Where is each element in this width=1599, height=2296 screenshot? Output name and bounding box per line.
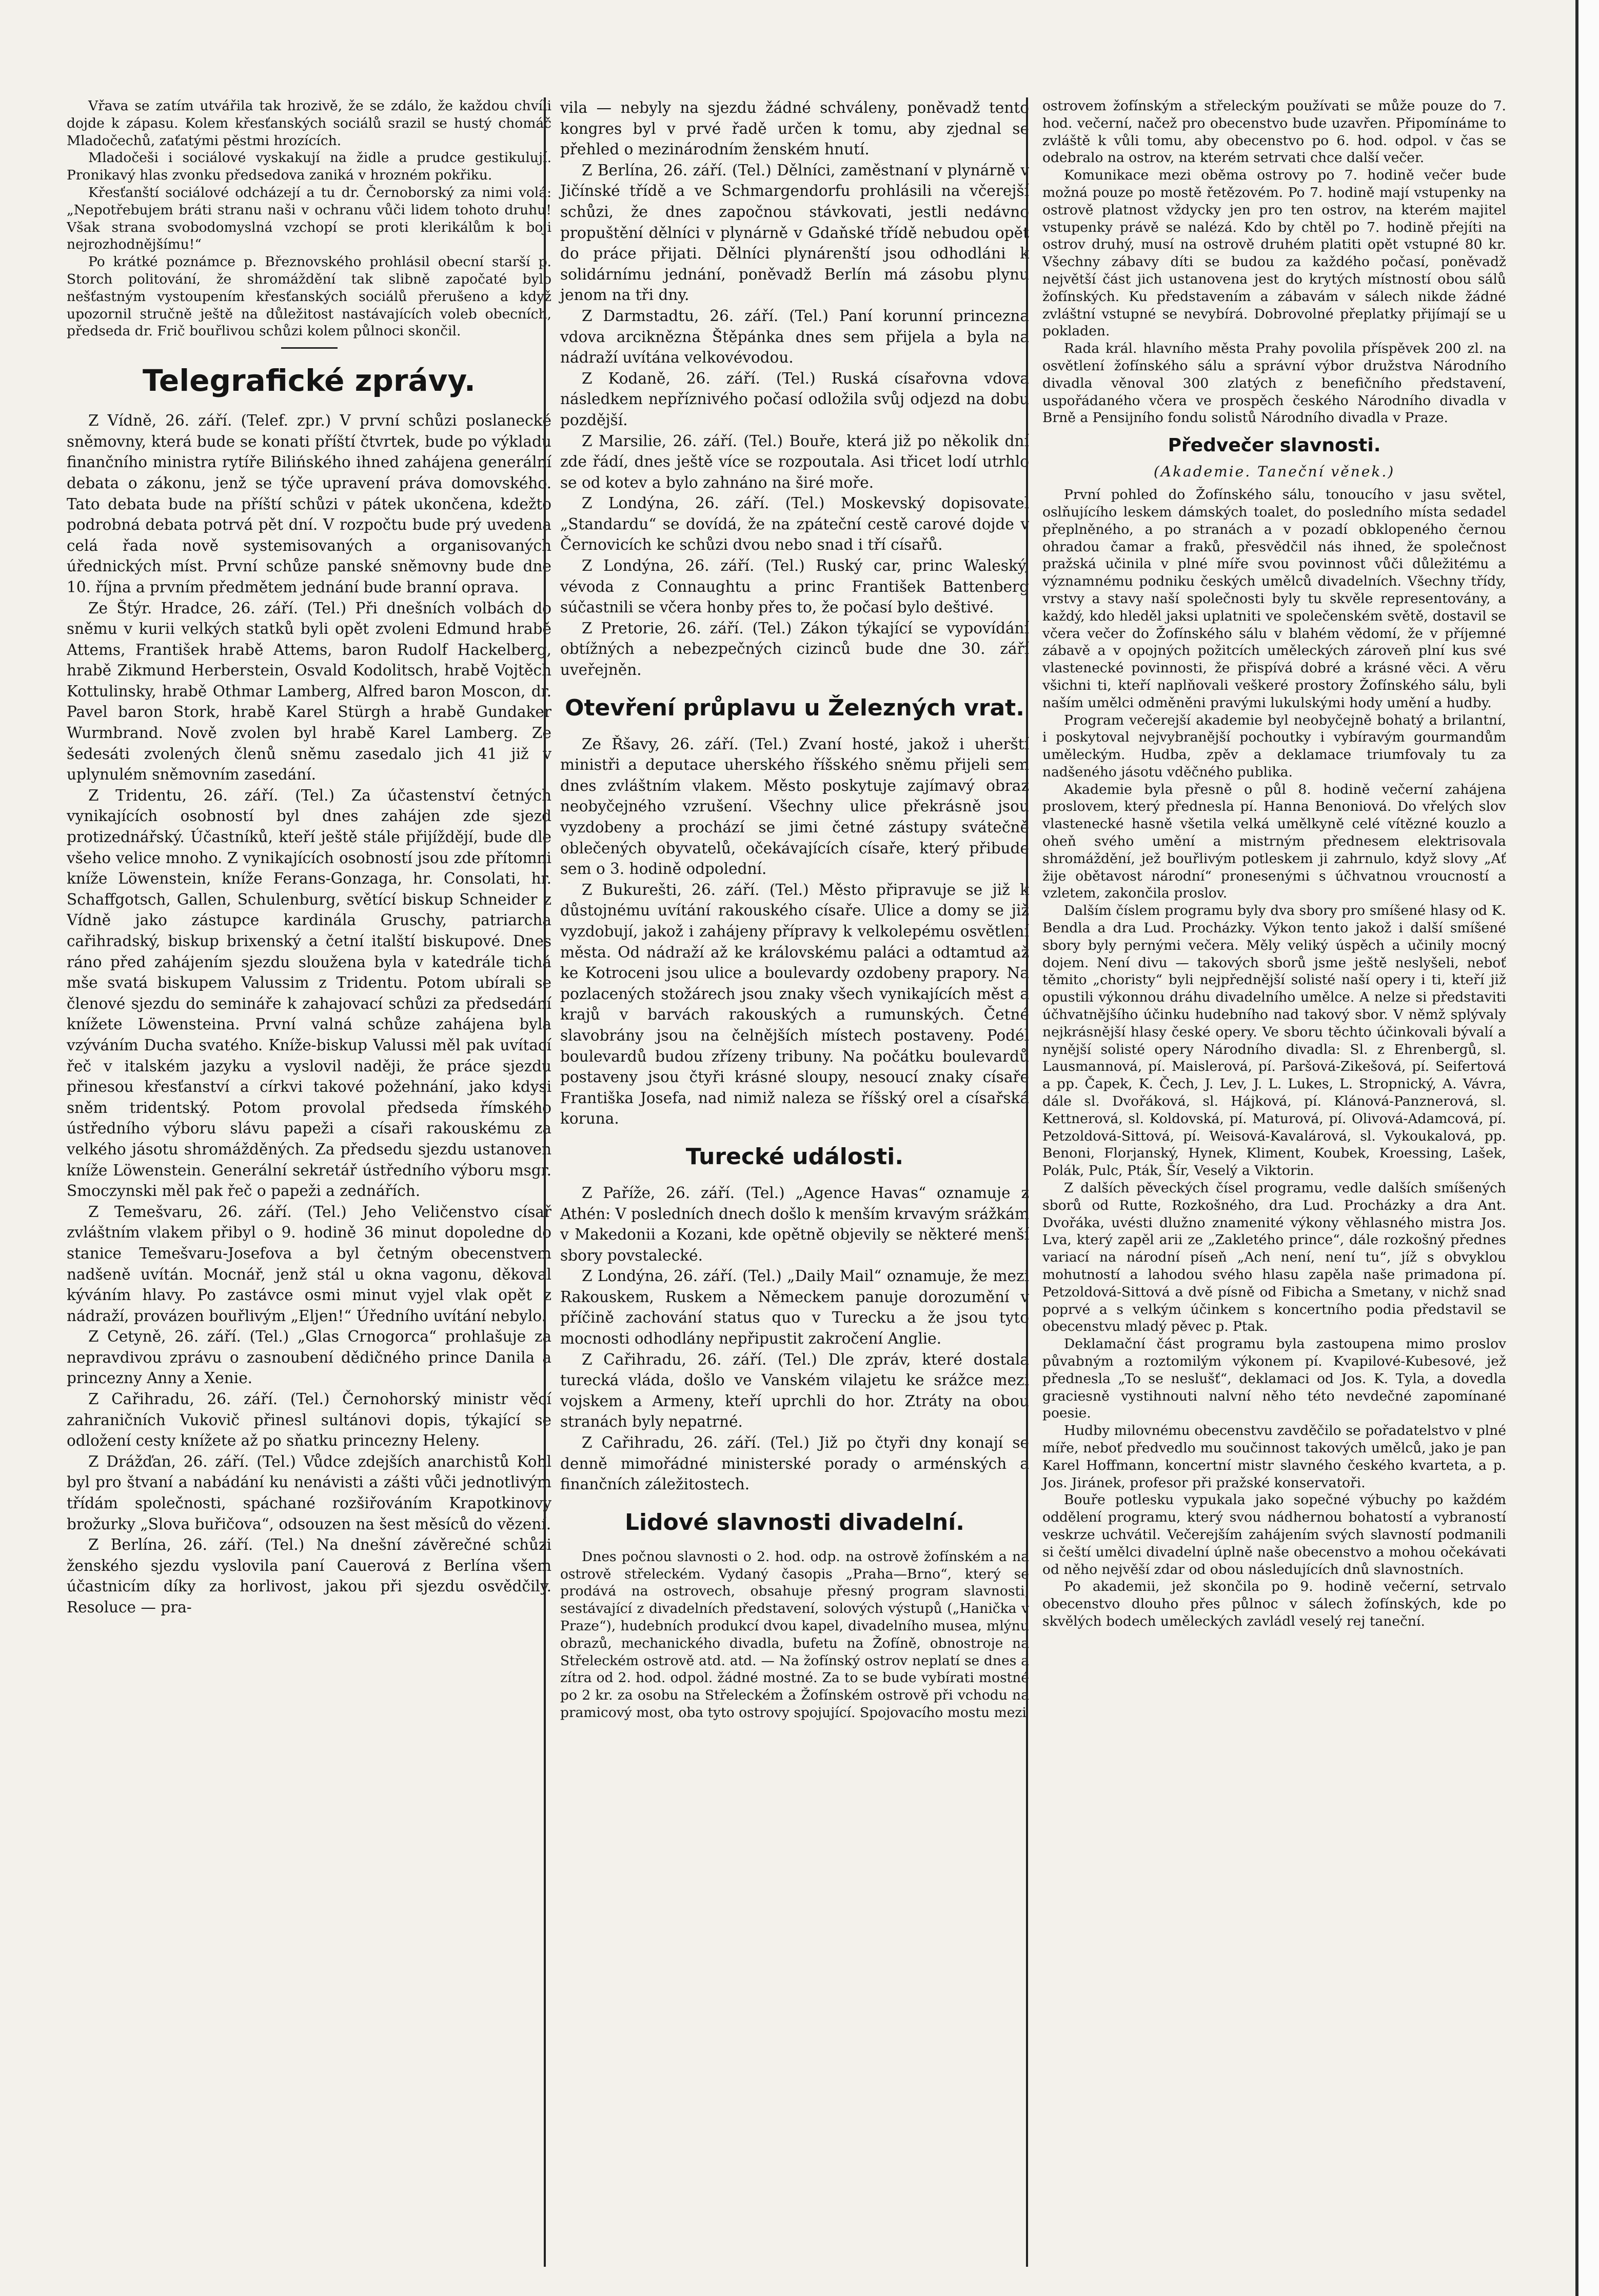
column-3	[1026, 97, 1506, 2267]
paragraph: Mladočeši i sociálové vyskakují na židle a prudce gestikulují. Pronikavý hlas zvonku předsedova zaniká v hrozném pokřiku.	[67, 150, 551, 184]
paragraph: Ze Štýr. Hradce, 26. září. (Tel.) Při dnešních volbách do sněmu v kurii velkých statků byli opět zvoleni Edmund hrabě Attems, František hrabě Attems, baron Rudolf Hackelberg, hrabě Zikmund Herberstein, Osvald Kodolitsch, hrabě Vojtěch Kottulinsky, hrabě Othmar Lamberg, Alfred baron Moscon, dr. Pavel baron Stork, hrabě Karel Stürgh a hrabě Gundaker Wurmbrand. Nově zvolen byl hrabě Karel Lamberg. Ze šedesáti zvolených členů sněmu zasedalo jich 41 již v uplynulém sněmovním zasedání.	[67, 599, 551, 784]
paragraph: Z Pretorie, 26. září. (Tel.) Zákon týkající se vypovídání obtížných a nebezpečných cizinců bude dne 30. září uveřejněn.	[560, 619, 1029, 679]
paragraph: Z Cařihradu, 26. září. (Tel.) Již po čtyři dny konají se denně mimořádné ministerské porady o arménských a finančních záležitostech.	[560, 1434, 1029, 1493]
section-subheading: (Akademie. Taneční věnek.)	[1153, 463, 1395, 481]
column-2	[544, 97, 1029, 2267]
section-heading: Otevření průplavu u Železných vrat.	[565, 694, 1024, 721]
paragraph: Z Drážďan, 26. září. (Tel.) Vůdce zdejších anarchistů Kohl byl pro štvaní a nabádání ku nenávisti a zášti vůči jednotlivým třídám společnosti, spáchané rozšiřováním Krapotkinovy brožurky „Slova buřičova“, odsouzen na šest měsíců do vězení.	[67, 1452, 551, 1533]
paragraph: Z Tridentu, 26. září. (Tel.) Za účastenství četných vynikajících osobností byl dnes zahájen zde sjezd protizednářský. Účastníků, kteří ještě stále přijíždějí, bude dle všeho velice mnoho. Z vynikajících osobností jsou zde přítomni kníže Löwenstein, kníže Ferans-Gonzaga, hr. Consolati, hr. Schaffgotsch, Gallen, Schulenburg, světící biskup Schneider z Vídně jako zástupce kardinála Gruschy, patriarcha cařihradský, biskup brixenský a četní italští biskupové. Dnes ráno před zahájením sjezdu sloužena byla v katedrále tichá mše svatá biskupem Valussim z Tridentu. Potom ubírali se členové sjezdu do semináře k zahajovací schůzi za předsedání knížete Löwensteina. První valná schůze zahájena byla vzýváním Ducha svatého. Kníže-biskup Valussi měl pak uvítací řeč v italském jazyku a vyslovil naději, že práce sjezdu přinesou křesťanství a církvi takové požehnání, jako kdysi sněm tridentský. Potom provolal předseda římského ústředního výboru slávu papeži a císaři rakouskému za velkého jásotu shromážděných. Za předsedu sjezdu ustanoven kníže Löwenstein. Generální sekretář ústředního výboru msgr. Smoczynski měl pak řeč o papeži a zednářích.	[67, 786, 551, 1200]
paragraph: První pohled do Žofínského sálu, tonoucího v jasu světel, oslňujícího leskem dámských toalet, do posledního místa sedadel přeplněného, a po stranách a v pozadí obklopeného černou ohradou čamar a fraků, přesvědčil nás ihned, že společnost pražská učinila v plné míře svou povinnost vůči důležitému a významnému podniku českých umělců divadelních. Všechny třídy, vrstvy a stavy naší společnosti byly tu skvěle representovány, a každý, kdo hleděl jaksi uplatniti ve společenském světě, dostavil se včera večer do Žofínského sálu v blahém vědomí, že v příjemné zábavě a v opojných požitcích uměleckých zároveň plní kus své vlastenecké povinnosti, že přispívá dobré a krásné věci. A věru všichni ti, kteří naplňovali veškeré prostory Žofínského sálu, byli naším umělci odměněni pravými lukulskými hody umění a hudby.	[1042, 487, 1506, 711]
paragraph: vila — nebyly na sjezdu žádné schváleny, poněvadž tento kongres byl v prvé řadě určen k tomu, aby zjednal se přehled o mezinárodním ženském hnutí.	[560, 99, 1029, 158]
paragraph: Z Cařihradu, 26. září. (Tel.) Černohorský ministr věcí zahraničních Vukovič přinesl sultánovi dopis, týkající se odložení cesty knížete až po sňatku princezny Heleny.	[67, 1390, 551, 1450]
paragraph: Z Berlína, 26. září. (Tel.) Na dnešní závěrečné schůzi ženského sjezdu vyslovila paní Cauerová z Berlína všem účastnicím díky za horlivost, jakou při sjezdu osvědčily. Resoluce — pra-	[67, 1536, 551, 1616]
paragraph: Z Marsilie, 26. září. (Tel.) Bouře, která již po několik dní zde řádí, dnes ještě více se rozpoutala. Asi třicet lodí utrhlo se od kotev a bylo zahnáno na širé moře.	[560, 432, 1029, 491]
paragraph: Hudby milovnému obecenstvu zavděčilo se pořadatelstvo v plné míře, neboť předvedlo mu součinnost takových umělců, jako je pan Karel Hoffmann, koncertní mistr slavného českého kvarteta, a p. Jos. Jiránek, profesor při pražské konservatoři.	[1042, 1423, 1506, 1491]
paragraph: Dnes počnou slavnosti o 2. hod. odp. na ostrově žofínském a na ostrově střeleckém. Vydaný časopis „Praha—Brno“, který se prodává na ostrovech, obsahuje přesný program slavnosti, sestávající z divadelních představení, solových výstupů („Hanička v Praze“), hudebních produkcí dvou kapel, divadelního musea, mlýnu obrazů, mechanického divadla, bufetu na Žofíně, obnostroje na Střeleckém ostrově atd. atd. — Na žofínský ostrov neplatí se dnes a zítra od 2. hod. odpol. žádné mostné. Za to se bude vybírati mostné po 2 kr. za osobu na Střeleckém a Žofínském ostrově při vchodu na pramicový most, oba tyto ostrovy spojující. Spojovacího mostu mezi	[560, 1548, 1029, 1721]
paragraph: Po krátké poznámce p. Březnovského prohlásil obecní starší p. Storch politování, že shromáždění tak slibně započaté bylo nešťastným vystoupením křesťanských sociálů přerušeno a když upozornil stručně ještě na důležitost nastávajících voleb obecních, předseda dr. Frič bouřlivou schůzi kolem půlnoci skončil.	[67, 254, 551, 340]
paragraph: Z dalších pěveckých čísel programu, vedle dalších smíšených sborů od Rutte, Rozkošného, dra Lud. Procházky a dra Ant. Dvořáka, uvésti dlužno znamenité výkony věhlasného mistra Jos. Lva, který zapěl arii ze „Zakletého prince“, dále rozkošný přednes variací na národní píseň „Ach není, není tu“, jíž s obvyklou mohutností a lahodou svého hlasu zapěla naše primadona pí. Petzoldová-Sittová a dvě písně od Fibicha a Smetany, v nichž snad poprvé a s velkým účinkem s koncertního podia představil se obecenstvu mladý pěvec p. Ptak.	[1042, 1180, 1506, 1335]
section-heading: Předvečer slavnosti.	[1168, 435, 1381, 456]
small-print-block	[1042, 486, 1506, 1630]
paragraph: Z Vídně, 26. září. (Telef. zpr.) V první schůzi poslanecké sněmovny, která bude se konati příští čtvrtek, bude po výkladu finančního ministra rytíře Bilińského ihned zahájena generální debata o zákonu, jenž se týče upravení práva domovského. Tato debata bude na příští schůzi v pátek ukončena, kdežto podrobná debata potrvá pět dní. V rozpočtu bude prý uvedena celá řada nově systemisovaných a organisovaných úřednických míst. První schůze panské sněmovny bude dne 10. října a prvním předmětem jednání bude branní oprava.	[67, 412, 551, 596]
paragraph: Z Berlína, 26. září. (Tel.) Dělníci, zaměstnaní v plynárně v Jičínské třídě a ve Schmargendorfu prohlásili na včerejší schůzi, že dnes započnou stávkovati, jestli nedávno propuštění dělníci v plynárně v Gdaňské třídě nebudou opět do práce přijati. Dělníci plynárenští jsou odhodláni k solidárnímu jednání, poněvadž Berlín má zásobu plynu jenom na tři dny.	[560, 161, 1029, 304]
paragraph: Z Londýna, 26. září. (Tel.) Moskevský dopisovatel „Standardu“ se dovídá, že na zpáteční cestě carové dojde v Černovicích ke schůzi dvou nebo snad i tří císařů.	[560, 494, 1029, 554]
paragraph: ostrovem žofínským a střeleckým používati se může pouze do 7. hod. večerní, načež pro obecenstvo bude uzavřen. Připomínáme to zvláště k vůli tomu, aby obecenstvo po 6. hod. odpol. v čas se odebralo na ostrov, na kterém setrvati chce další večer.	[1042, 98, 1506, 166]
paragraph: Komunikace mezi oběma ostrovy po 7. hodině večer bude možná pouze po mostě řetězovém. Po 7. hodině mají vstupenky na ostrově platnost vždycky jen pro ten ostrov, na kterém majitel vstupenky právě se nalézá. Kdo by chtěl po 7. hodině přejíti na ostrov druhý, musí na ostrově druhém platiti opět vstupné 80 kr. Všechny zábavy díti se budou za každého počasí, poněvadž největší část jich ustanovena jest do krytých místností obou sálů žofínských. Ku představením a zábavám v sálech nikde žádné zvláštní vstupné se nevybírá. Dobrovolné přeplatky přijímají se u pokladen.	[1042, 167, 1506, 340]
paragraph: Z Cetyně, 26. září. (Tel.) „Glas Crnogorca“ prohlašuje za nepravdivou zprávu o zasnoubení dědičného prince Danila a princezny Anny a Xenie.	[67, 1328, 551, 1387]
paragraph: Z Bukurešti, 26. září. (Tel.) Město připravuje se již k důstojnému uvítání rakouského císaře. Ulice a domy se již vyzdobují, jakož i zahájeny přípravy k velkolepému osvětlení města. Od nádraží až ke královskému paláci a odtamtud až ke Kotroceni jsou ulice a boulevardy ozdobeny prapory. Na pozlacených stožárech jsou znaky všech vynikajících měst a krajů v barvách rakouských a rumunských. Četné slavobrány jsou na čelnějších místech postaveny. Podél boulevardů budou zřízeny tribuny. Na počátku boulevardů postaveny jsou čtyři krásné sloupy, nesoucí znaky císaře Františka Josefa, nad nimiž naleza se říšský orel a císařská koruna.	[560, 881, 1029, 1128]
column-1	[67, 97, 551, 2267]
paragraph: Dalším číslem programu byly dva sbory pro smíšené hlasy od K. Bendla a dra Lud. Procházky. Výkon tento jakož i další smíšené sbory byly pernými večera. Měly veliký úspěch a učinily mocný dojem. Není divu — takových sborů jsme ještě neslyšeli, neboť těmito „choristy“ byli nejpřednější solisté naší opery i ti, kteří již opustili výkonnou dráhu divadelního umělce. A nelze si představiti účhvatnějšího účinku hudebního nad takový sbor. V němž splývaly nejkrásnější hlasy české opery. Ve sboru těchto účinkovali bývalí a nynější solisté opery Národního divadla: Sl. z Ehrenbergů, sl. Lausmannová, pí. Maislerová, pí. Paršová-Zikešová, pí. Seifertová a pp. Čapek, K. Čech, J. Lev, J. L. Lukes, L. Stropnický, A. Vávra, dále sl. Dvořáková, sl. Hájková, pí. Klánová-Panznerová, sl. Kettnerová, sl. Koldovská, pí. Maturová, pí. Olivová-Adamcová, pí. Petzoldová-Sittová, pí. Weisová-Kavalárová, sl. Vykoukalová, pp. Benoni, Florjanský, Hynek, Kliment, Koubek, Kroessing, Lašek, Polák, Pulc, Pták, Šír, Veselý a Viktorin.	[1042, 903, 1506, 1179]
paragraph: Po akademii, jež skončila po 9. hodině večerní, setrvalo obecenstvo dlouho přes půlnoc v sálech žofínských, kde po skvělých bodech uměleckých zavládl veselý rej taneční.	[1042, 1579, 1506, 1629]
paragraph: Program večerejší akademie byl neobyčejně bohatý a brilantní, i poskytoval nejvybranější pochoutky i vybíravým gourmandům uměleckým. Hudba, zpěv a deklamace triumfovaly tu za nadšeného jásotu vděčného publika.	[1042, 712, 1506, 780]
small-print-block	[560, 1548, 1029, 1722]
paragraph: Akademie byla přesně o půl 8. hodině večerní zahájena proslovem, který přednesla pí. Hanna Benoniová. Do vřelých slov vlastenecké hasně všetila velká umělkyně celé vítězné kouzlo a oheň svého umění a mistrným přednesem elektrisovala shromáždění, jež bouřlivým potleskem ji zahrnulo, když slovy „Ať žije obětavost národní“ pronesenými s účhvatnou vroucností a vzletem, zakončila proslov.	[1042, 781, 1506, 902]
paragraph: Z Temešvaru, 26. září. (Tel.) Jeho Veličenstvo císař zvláštním vlakem přibyl o 9. hodině 36 minut dopoledne do stanice Temešvaru-Josefova a byl četným obecenstvem nadšeně uvítán. Mocnář, jenž stál u okna vagonu, děkoval kýváním hlavy. Po zastávce osmi minut vyjel vlak opět z nádraží, provázen bouřlivým „Eljen!“ Úředního uvítání nebylo.	[67, 1203, 551, 1325]
paragraph: Bouře potlesku vypukala jako sopečné výbuchy po každém oddělení programu, který svou nádhernou bohatostí a vybraností veskrze uchvátil. Večerejším zahájením svých slavností podmanili si čeští umělci divadelní úplně naše obecenstvo a mohou očekávati od něho nejvěší zdar od obou následujících dnů slavnostních.	[1042, 1492, 1506, 1578]
section-heading: Turecké události.	[685, 1143, 904, 1170]
paragraph: Z Darmstadtu, 26. září. (Tel.) Paní korunní princezna vdova arciknězna Štěpánka dnes sem přijela a byla na nádraží uvítána velkovévodou.	[560, 307, 1029, 367]
paragraph: Vřava se zatím utvářila tak hrozivě, že se zdálo, že každou chvíli dojde k zápasu. Kolem křesťanských sociálů srazil se hustý chomáč Mladočechů, zaťatými pěstmi hrozících.	[67, 98, 551, 149]
paragraph: Z Cařihradu, 26. září. (Tel.) Dle zpráv, které dostala turecká vláda, došlo ve Vanském vilajetu ke srážce mezi vojskem a Armeny, kteří uprchli do hor. Ztráty na obou stranách byly nepatrné.	[560, 1350, 1029, 1431]
section-heading: Telegrafické zprávy.	[143, 363, 476, 398]
paragraph: Křesťanští sociálové odcházejí a tu dr. Černoborský za nimi volá: „Nepotřebujem bráti stranu naši v ochranu vůči lidem tohoto druhu! Však strana svobodomyslná vzchopí se proti klerikálům k boji nejrozhodnějšímu!“	[67, 184, 551, 253]
small-print-block	[1042, 97, 1506, 427]
paragraph: Ze Řšavy, 26. září. (Tel.) Zvaní hosté, jakož i uherští ministři a deputace uherského říšského sněmu přijeli sem dnes zvláštním vlakem. Město poskytuje zajímavý obraz neobyčejného vzrušení. Všechny ulice překrásně jsou vyzdobeny a prochází se jimi četné zástupy svátečně oblečených obyvatelů, očekávajících císaře, který přibude sem o 3. hodině odpolední.	[560, 735, 1029, 878]
section-heading: Lidové slavnosti divadelní.	[625, 1509, 964, 1535]
paragraph: Rada král. hlavního města Prahy povolila příspěvek 200 zl. na osvětlení žofínského sálu a správní výbor družstva Národního divadla věnoval 300 zlatých z benefičního představení, uspořádaného včera ve prospěch českého Národního divadla v Brně a Pensijního fondu solistů Národního divadla v Praze.	[1042, 341, 1506, 426]
separator-rule	[281, 347, 338, 349]
paragraph: Z Londýna, 26. září. (Tel.) „Daily Mail“ oznamuje, že mezi Rakouskem, Ruskem a Německem panuje dorozumění v příčině zachování status quo v Turecku a že jsou tyto mocnosti odhodlány nepřipustit zakročení Anglie.	[560, 1267, 1029, 1348]
paragraph: Z Paříže, 26. září. (Tel.) „Agence Havas“ oznamuje z Athén: V posledních dnech došlo k menším krvavým srážkám v Makedonii a Kozani, kde opětně objevily se některé menší sbory povstalecké.	[560, 1184, 1029, 1264]
intro-block	[67, 97, 551, 340]
paragraph: Z Kodaně, 26. září. (Tel.) Ruská císařovna vdova následkem nepříznivého počasí odložila svůj odjezd na dobu pozdější.	[560, 369, 1029, 429]
paragraph: Deklamační část programu byla zastoupena mimo proslov půvabným a roztomilým výkonem pí. Kvapilové-Kubesové, jež přednesla „To se neslušť“, deklamaci od Jos. K. Tyla, a dovedla graciesně vystihnouti nalvní něho této nevdečné zapomínané poesie.	[1042, 1336, 1506, 1422]
paragraph: Z Londýna, 26. září. (Tel.) Ruský car, princ Waleský, vévoda z Connaughtu a princ František Battenberg súčastnili se včera honby přes to, že počasí bylo deštivé.	[560, 557, 1029, 616]
page-edge	[1575, 0, 1599, 2296]
